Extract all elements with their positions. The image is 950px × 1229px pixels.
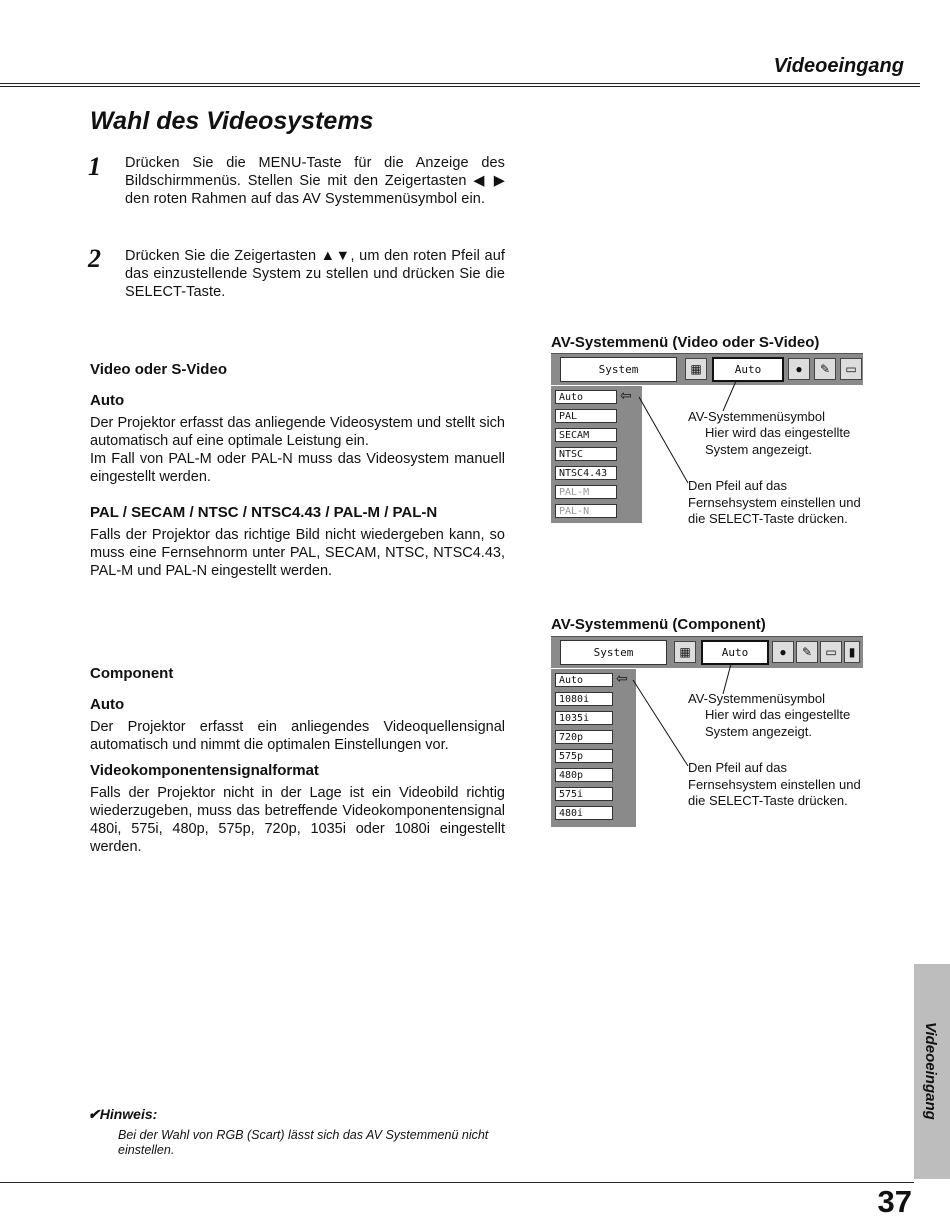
video-auto-text-2: Im Fall von PAL-M oder PAL-N muss das Videosystem manuell eingestellt werden. — [90, 451, 505, 485]
menu1-annot-arrow: Den Pfeil auf das Fernsehsystem einstellen und die SELECT-Taste drücken. — [688, 478, 861, 526]
menu1-annot-display: Hier wird das eingestellte System angezeigt. — [705, 425, 851, 457]
menu1-item-secam[interactable]: SECAM — [555, 428, 617, 442]
menu2-caption: AV-Systemmenü (Component) — [551, 616, 766, 633]
menu2-item-575p[interactable]: 575p — [555, 749, 613, 763]
menu2-item-720p[interactable]: 720p — [555, 730, 613, 744]
video-auto-text: Der Projektor erfasst das anliegende Videosystem und stellt sich automatisch auf eine optimale Leistung ein. — [90, 415, 505, 449]
menu1-auto-display: Auto — [712, 357, 784, 382]
header-rule-2 — [0, 86, 920, 87]
video-heading: Video oder S-Video — [90, 361, 227, 378]
menu1-item-ntsc443[interactable]: NTSC4.43 — [555, 466, 617, 480]
menu1-item-paln[interactable]: PAL-N — [555, 504, 617, 518]
menu2-system-label: System — [560, 640, 667, 665]
page-number: 37 — [877, 1184, 912, 1219]
side-tab-label: Videoeingang — [922, 1022, 939, 1120]
menu2-annot-icon: AV-Systemmenüsymbol — [688, 691, 826, 706]
component-format-heading: Videokomponentensignalformat — [90, 762, 319, 779]
menu2-item-480i[interactable]: 480i — [555, 806, 613, 820]
component-auto-heading: Auto — [90, 696, 125, 713]
menu1-annot-icon: AV-Systemmenüsymbol — [688, 409, 826, 424]
menu2-annot-arrow: Den Pfeil auf das Fernsehsystem einstellen und die SELECT-Taste drücken. — [688, 760, 861, 808]
av-system-icon-2[interactable]: ▦ — [674, 641, 696, 663]
color-icon-2[interactable]: ● — [772, 641, 794, 663]
menu1-item-auto[interactable]: Auto — [555, 390, 617, 404]
video-pal-text: Falls der Projektor das richtige Bild nicht wiedergeben kann, so muss eine Fernsehnorm unter PAL, SECAM, NTSC, NTSC4.43, PAL-M und PAL-N eingestellt werden. — [90, 527, 505, 579]
screen-icon[interactable]: ▭ — [840, 358, 862, 380]
section-header: Videoeingang — [773, 55, 904, 77]
header-rule — [0, 83, 920, 84]
av-system-icon[interactable]: ▦ — [685, 358, 707, 380]
menu2-item-1035i[interactable]: 1035i — [555, 711, 613, 725]
component-heading: Component — [90, 665, 174, 682]
image-adjust-icon-2[interactable]: ✎ — [796, 641, 818, 663]
color-icon[interactable]: ● — [788, 358, 810, 380]
menu2-item-480p[interactable]: 480p — [555, 768, 613, 782]
component-format-text: Falls der Projektor nicht in der Lage ist ein Videobild richtig wiederzugeben, muss das betreffende Videokomponentensignal 480i, 575i, 480p, 575p, 720p, 1035i oder 1080i eingestellt werden. — [90, 785, 505, 855]
note-title: ✔Hinweis: — [88, 1106, 158, 1122]
video-pal-heading: PAL / SECAM / NTSC / NTSC4.43 / PAL-M / PAL-N — [90, 504, 438, 521]
screen-icon-2[interactable]: ▭ — [820, 641, 842, 663]
menu2-auto-display: Auto — [701, 640, 769, 665]
menu2-annot-display: Hier wird das eingestellte System angezeigt. — [705, 707, 851, 739]
menu1-caption: AV-Systemmenü (Video oder S-Video) — [551, 334, 820, 351]
step-text-2: Drücken Sie die Zeigertasten ▲▼, um den roten Pfeil auf das einzustellende System zu stellen und drücken Sie die SELECT-Taste. — [125, 248, 505, 300]
note-text: Bei der Wahl von RGB (Scart) lässt sich das AV Systemmenü nicht einstellen. — [118, 1128, 489, 1157]
step-number-1: 1 — [88, 152, 101, 181]
menu1-item-ntsc[interactable]: NTSC — [555, 447, 617, 461]
video-auto-heading: Auto — [90, 392, 125, 409]
image-adjust-icon[interactable]: ✎ — [814, 358, 836, 380]
red-arrow-icon: ⇦ — [620, 387, 632, 403]
menu1-system-label: System — [560, 357, 677, 382]
footer-rule — [0, 1182, 914, 1183]
step-number-2: 2 — [88, 244, 101, 273]
page-title: Wahl des Videosystems — [90, 107, 374, 135]
speaker-icon[interactable]: ▮ — [844, 641, 860, 663]
side-tab — [914, 964, 950, 1179]
menu2-item-575i[interactable]: 575i — [555, 787, 613, 801]
step-text-1: Drücken Sie die MENU-Taste für die Anzeige des Bildschirmmenüs. Stellen Sie mit den Zeigertasten ◀ ▶ den roten Rahmen auf das AV Systemmenüsymbol ein. — [125, 155, 505, 207]
menu2-item-auto[interactable]: Auto — [555, 673, 613, 687]
menu1-item-pal[interactable]: PAL — [555, 409, 617, 423]
component-auto-text: Der Projektor erfasst ein anliegendes Videoquellensignal automatisch und nimmt die optimalen Einstellungen vor. — [90, 719, 505, 753]
menu2-item-1080i[interactable]: 1080i — [555, 692, 613, 706]
red-arrow-icon-2: ⇦ — [616, 670, 628, 686]
menu1-item-palm[interactable]: PAL-M — [555, 485, 617, 499]
